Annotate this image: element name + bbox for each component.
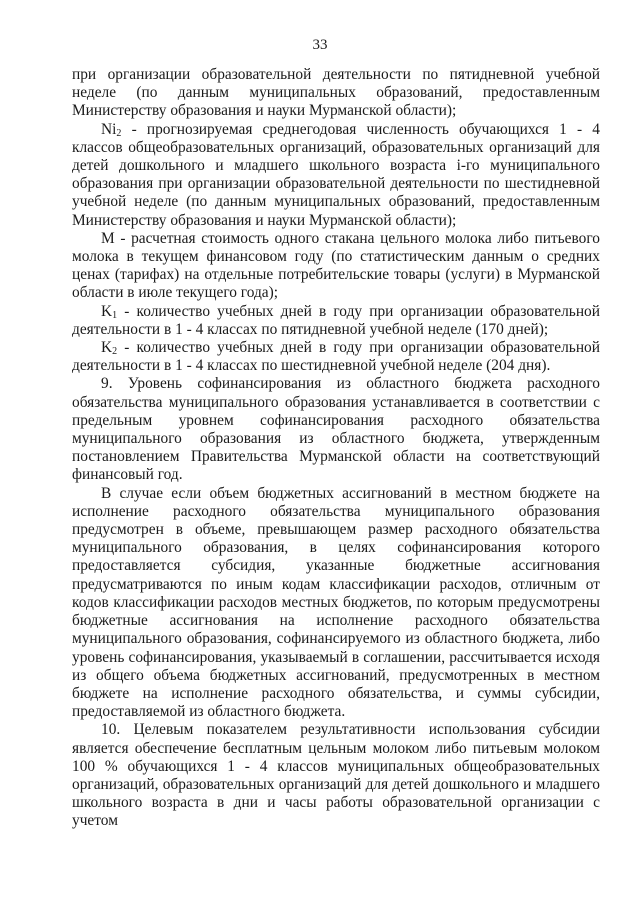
paragraph-text: при организации образовательной деятельности по пятидневной учебной неделе (по данным муниципальных образований, предоставленным Министерству образования и науки Мурманской области); [72, 66, 600, 120]
variable-symbol: K [101, 339, 113, 357]
paragraph-text: - количество учебных дней в году при организации образовательной деятельности в 1 - 4 классах по пятидневной учебной неделе (170 дней); [72, 302, 600, 338]
paragraph-k1-definition [72, 303, 600, 339]
variable-subscript: 1 [112, 309, 118, 321]
page-number: 33 [312, 37, 328, 53]
paragraph-item-10 [72, 721, 600, 830]
variable-symbol: Ni [101, 120, 117, 138]
paragraph-text: 9. Уровень софинансирования из областного бюджета расходного обязательства муниципального образования устанавливается в соответствии с предельным уровнем софинансирования расходного обязательства муниципального образования из областного бюджета, утвержденным постановлением Правительства Мурманской области на соответствующий финансовый год. [72, 375, 600, 484]
paragraph-text: 10. Целевым показателем результативности использования субсидии является обеспечение бесплатным цельным молоком либо питьевым молоком 100 % обучающихся 1 - 4 классов муниципальных общеобразовательных организаций, образовательных организаций для детей дошкольного и младшего школьного возраста в дни и часы работы образовательной организации с учетом [72, 721, 600, 830]
paragraph-text: - количество учебных дней в году при организации образовательной деятельности в 1 - 4 классах по шестидневной учебной неделе (204 дня). [72, 339, 600, 375]
paragraph-text: - прогнозируемая среднегодовая численность обучающихся 1 - 4 классов общеобразовательных организаций, образовательных организаций для детей дошкольного и младшего школьного возраста i-го муниципального образования при организации образовательной деятельности по шестидневной учебной неделе (по данным муниципальных образований, предоставленным Министерству образования и науки Мурманской области); [72, 120, 600, 229]
document-body [72, 66, 600, 831]
paragraph-item-9 [72, 375, 600, 484]
paragraph-text: М - расчетная стоимость одного стакана цельного молока либо питьевого молока в текущем финансовом году (по статистическим данным о средних ценах (тарифах) на отдельные потребительские товары (услуги) в Мурманской области в июле текущего года); [72, 229, 600, 302]
paragraph-text: В случае если объем бюджетных ассигнований в местном бюджете на исполнение расходного обязательства муниципального образования предусмотрен в объеме, превышающем размер расходного обязательства муниципального образования, в целях софинансирования которого предоставляется субсидия, указанные бюджетные ассигнования предусматриваются по иным кодам классификации расходов, отличным от кодов классификации расходов местных бюджетов, по которым предусмотрены бюджетные ассигнования на исполнение расходного обязательства муниципального образования, софинансируемого из областного бюджета, либо уровень софинансирования, указываемый в соглашении, рассчитывается исходя из общего объема бюджетных ассигнований, предусмотренных в местном бюджете на исполнение расходного обязательства, и суммы субсидии, предоставляемой из областного бюджета. [72, 484, 600, 721]
paragraph-ni2-definition [72, 121, 600, 230]
paragraph-k2-definition [72, 339, 600, 375]
paragraph-item-9-case [72, 485, 600, 722]
paragraph-continuation [72, 66, 600, 121]
variable-subscript: 2 [112, 346, 118, 358]
variable-subscript: 2 [116, 127, 122, 139]
variable-symbol: K [101, 302, 113, 320]
paragraph-m-definition [72, 230, 600, 303]
